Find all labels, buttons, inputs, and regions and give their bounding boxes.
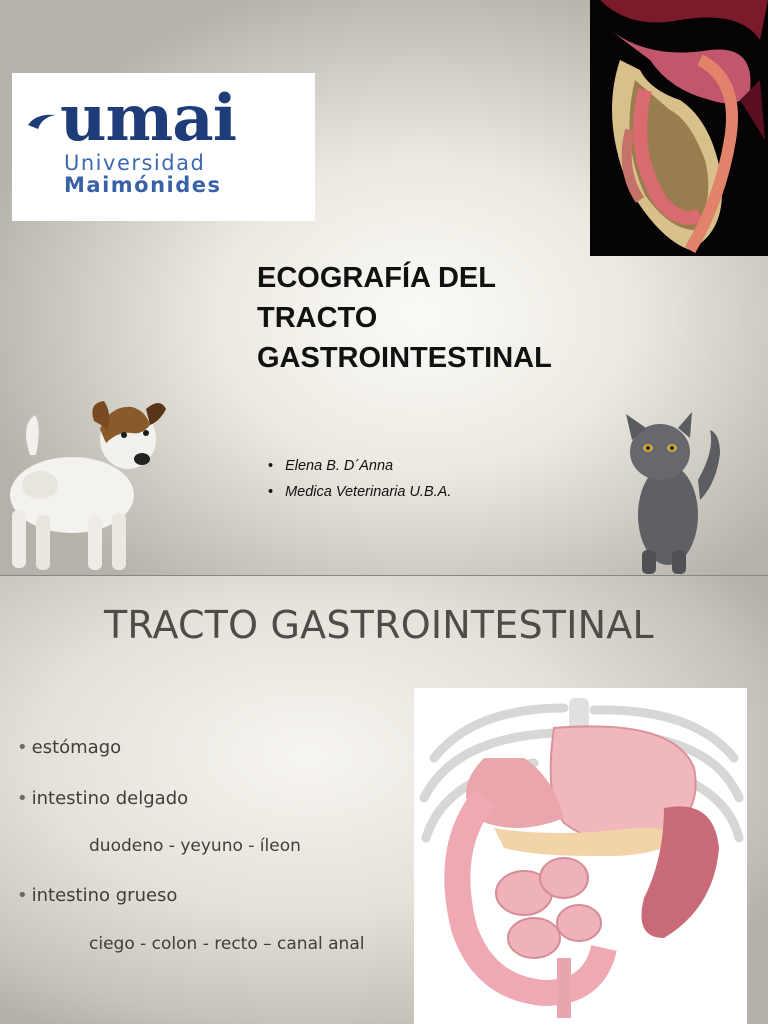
logo-wordmark: umai xyxy=(60,81,237,156)
slide-title: TRACTO GASTROINTESTINAL xyxy=(104,603,654,647)
dog-photo xyxy=(0,395,170,573)
title-line-3: GASTROINTESTINAL xyxy=(257,342,552,374)
digestive-system-illustration xyxy=(414,688,747,1024)
large-intestine-parts: ciego - colon - recto – canal anal xyxy=(89,934,365,954)
title-line-2: TRACTO xyxy=(257,302,378,334)
author-name: • Elena B. D´Anna xyxy=(268,455,451,481)
university-logo xyxy=(12,73,315,221)
logo-line-1: Universidad xyxy=(64,151,206,175)
author-list xyxy=(268,455,451,507)
bullet-large-intestine: • intestino grueso xyxy=(17,885,177,906)
bullet-stomach: • estómago xyxy=(17,737,121,758)
logo-line-2: Maimónides xyxy=(64,173,222,197)
cat-photo xyxy=(620,410,725,575)
gi-tract-illustration xyxy=(590,0,768,256)
title-line-1: ECOGRAFÍA DEL xyxy=(257,262,496,294)
logo-swoosh-icon xyxy=(26,111,60,131)
bullet-small-intestine: • intestino delgado xyxy=(17,788,188,809)
presentation-title xyxy=(257,258,617,378)
content-slide xyxy=(0,576,768,1024)
small-intestine-parts: duodeno - yeyuno - íleon xyxy=(89,836,301,856)
author-credential: • Medica Veterinaria U.B.A. xyxy=(268,481,451,507)
